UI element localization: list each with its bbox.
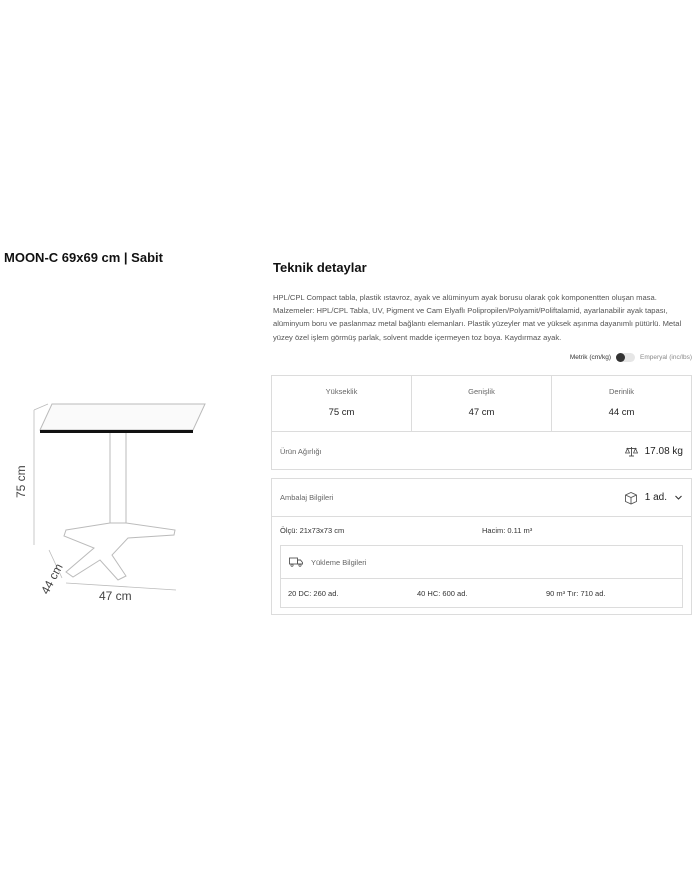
width-dimension-label: 47 cm (99, 589, 132, 603)
height-label: Yükseklik (325, 387, 358, 396)
packaging-card (271, 478, 692, 615)
loading-item-40hc: 40 HC: 600 ad. (417, 589, 468, 598)
depth-value: 44 cm (608, 407, 635, 418)
packaging-quantity: 1 ad. (644, 492, 667, 503)
package-size: Ölçü: 21x73x73 cm (280, 526, 345, 535)
section-title: Teknik detaylar (273, 260, 367, 275)
depth-dimension-label: 44 cm (38, 561, 66, 597)
weight-value: 17.08 kg (644, 445, 683, 457)
height-value: 75 cm (328, 407, 355, 418)
loading-box (280, 545, 683, 608)
dimensions-card (271, 375, 692, 470)
packaging-header (272, 479, 691, 517)
loading-header (281, 546, 682, 579)
depth-cell (552, 376, 691, 431)
weight-label: Ürün Ağırlığı (280, 446, 322, 456)
truck-icon (289, 557, 303, 567)
unit-toggle[interactable] (570, 353, 692, 362)
width-cell (412, 376, 552, 431)
chevron-down-icon[interactable] (674, 494, 683, 501)
weight-row (272, 432, 691, 470)
loading-item-truck: 90 m³ Tır: 710 ad. (546, 589, 606, 598)
table-drawing (0, 380, 250, 620)
metric-label: Metrik (cm/kg) (569, 354, 611, 361)
loading-label: Yükleme Bilgileri (311, 557, 367, 567)
width-label: Genişlik (468, 387, 495, 396)
loading-item-20dc: 20 DC: 260 ad. (288, 589, 339, 598)
scale-icon (625, 446, 638, 457)
product-description: HPL/CPL Compact tabla, plastik ıstavroz, ayak ve alüminyum ayak borusu olarak çok komponentten oluşan masa. Malzemeler: HPL/CPL Tabla, UV, Pigment ve Cam Elyaflı Polipropilen/Polyamit/Poliftalamid, ayarlanabilir ayak tapası, alüminyum boru ve paslanmaz metal bağlantı elemanları. Plastik yüzeyler mat ve yüksek aşınma dayanımlı pütürlü. Metal yüzey özel işlem görmüş parlak, solvent madde içermeyen toz boya. Kaydırmaz ayak. (273, 293, 682, 342)
packaging-meta (272, 517, 691, 545)
packaging-label: Ambalaj Bilgileri (280, 493, 334, 502)
package-volume: Hacim: 0.11 m³ (482, 526, 533, 535)
loading-row (281, 579, 682, 608)
switch-knob (616, 353, 625, 362)
product-drawing (0, 380, 250, 620)
width-value: 47 cm (468, 407, 495, 418)
unit-switch[interactable] (616, 353, 635, 362)
product-title: MOON-C 69x69 cm | Sabit (4, 250, 163, 265)
imperial-label: Emperyal (inc/lbs) (639, 354, 692, 361)
depth-label: Derinlik (608, 387, 634, 396)
height-cell (272, 376, 412, 431)
height-dimension-label: 75 cm (14, 465, 28, 498)
packaging-quantity-select[interactable] (624, 491, 683, 505)
box-icon (624, 491, 638, 505)
